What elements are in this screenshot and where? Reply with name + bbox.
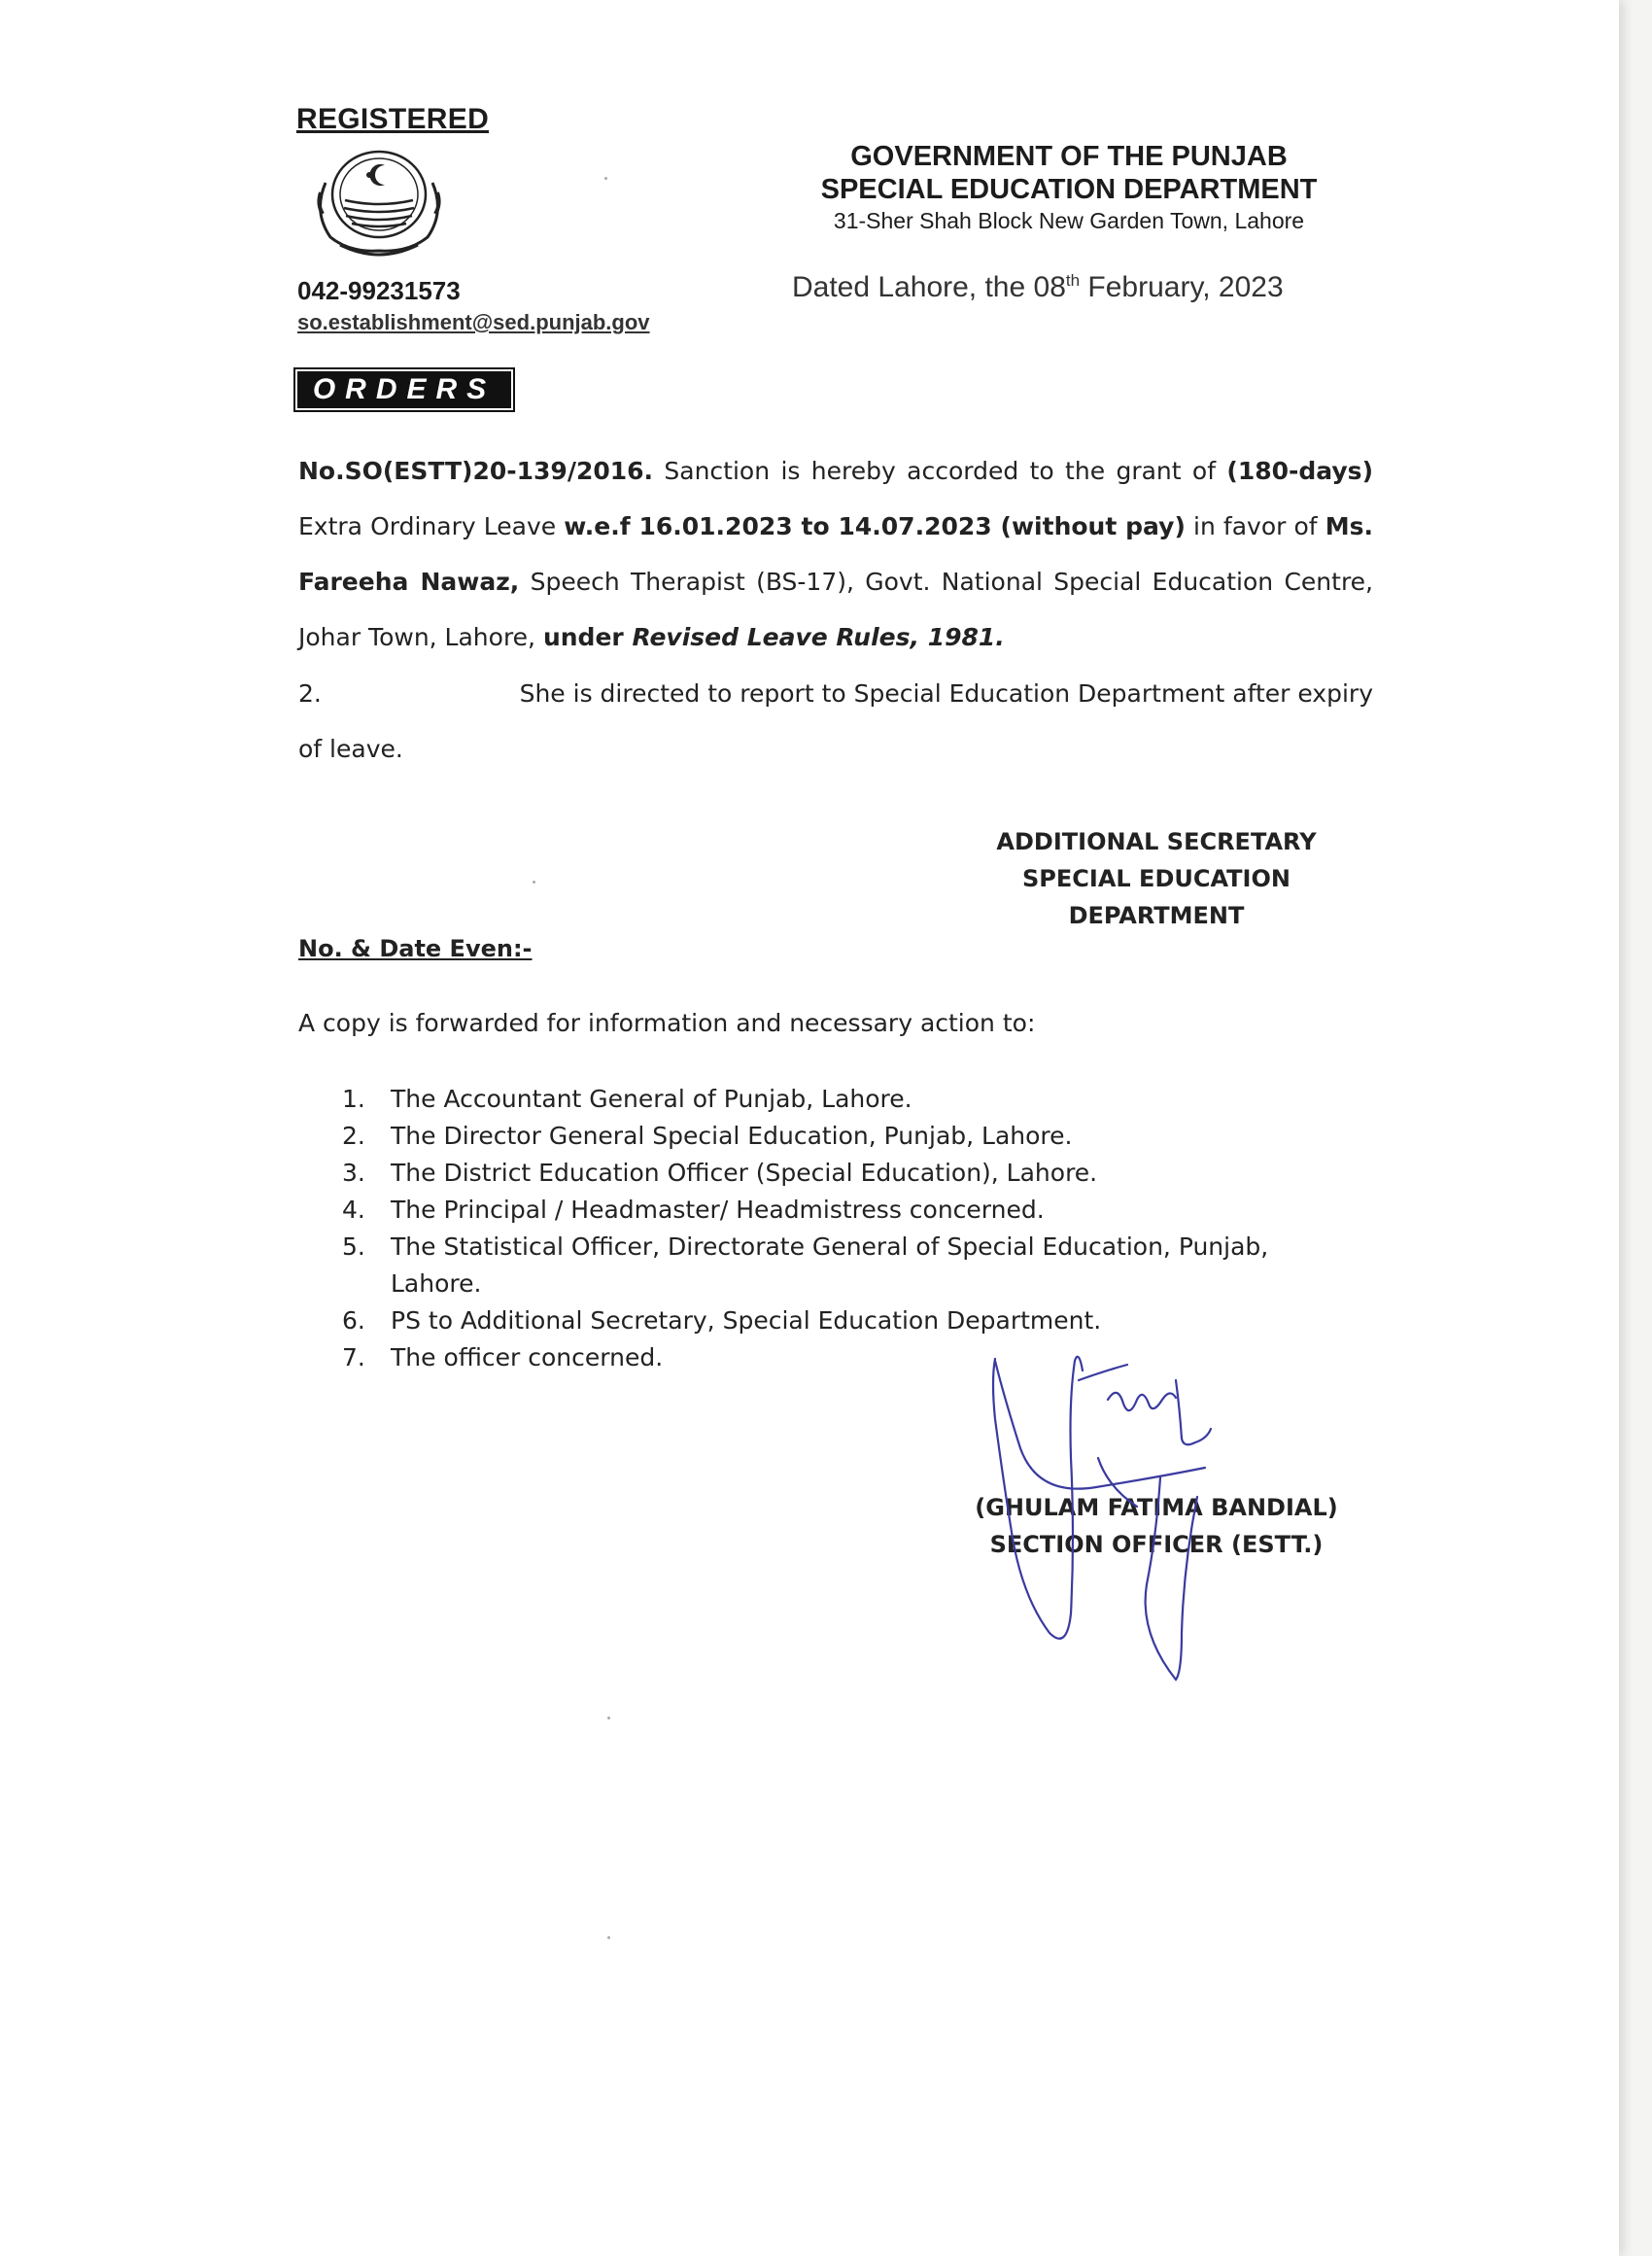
employee-name: Ms. Fareeha Nawaz, <box>298 512 1373 596</box>
recipients-list <box>342 1081 1314 1376</box>
signatory-2-name: (GHULAM FATIMA BANDIAL) <box>975 1494 1338 1521</box>
paragraph-2-line-1: She is directed to report to Special Education Department after expiry <box>519 679 1373 708</box>
list-item: 1. The Accountant General of Punjab, Lahore. <box>342 1085 912 1113</box>
leave-period: w.e.f 16.01.2023 to 14.07.2023 (without pay) <box>564 512 1186 540</box>
letterhead <box>758 140 1380 235</box>
list-item: Lahore. <box>391 1269 482 1298</box>
speck <box>607 1936 610 1939</box>
dated-ordinal: th <box>1065 271 1081 290</box>
handwritten-signature <box>981 1341 1234 1691</box>
email-address: so.establishment@sed.punjab.gov <box>297 310 650 334</box>
copy-intro: A copy is forwarded for information and necessary action to: <box>298 1009 1036 1037</box>
order-number: No.SO(ESTT)20-139/2016. <box>298 457 654 485</box>
signatory-1-line-1: ADDITIONAL SECRETARY <box>996 828 1317 855</box>
paragraph-2 <box>298 666 1373 777</box>
list-item: 5. The Statistical Officer, Directorate General of Special Education, Punjab, <box>342 1232 1269 1261</box>
list-item: 6. PS to Additional Secretary, Special Education Department. <box>342 1306 1102 1335</box>
leave-rules: Revised Leave Rules, 1981. <box>632 623 1005 651</box>
speck <box>604 177 607 180</box>
dated-suffix: February, 2023 <box>1080 271 1284 303</box>
department-title: SPECIAL EDUCATION DEPARTMENT <box>820 174 1318 205</box>
order-text-2: Extra Ordinary Leave <box>298 512 565 540</box>
order-text-1: Sanction is hereby accorded to the grant of <box>653 457 1227 485</box>
no-date-even: No. & Date Even:- <box>298 935 533 962</box>
dated-line <box>792 271 1284 304</box>
list-item: 2. The Director General Special Education, Punjab, Lahore. <box>342 1122 1073 1150</box>
speck <box>533 881 535 884</box>
list-item: 3. The District Education Officer (Special Education), Lahore. <box>342 1159 1098 1187</box>
dated-prefix: Dated Lahore, the 08 <box>792 271 1066 303</box>
list-item: 4. The Principal / Headmaster/ Headmistress concerned. <box>342 1196 1045 1224</box>
punjab-emblem-icon <box>301 144 457 260</box>
additional-secretary-block <box>962 823 1351 934</box>
government-title: GOVERNMENT OF THE PUNJAB <box>850 141 1288 172</box>
order-paragraph <box>298 443 1373 665</box>
signatory-1-line-2: SPECIAL EDUCATION <box>1022 865 1291 892</box>
phone-number: 042-99231573 <box>297 276 461 305</box>
registered-label: REGISTERED <box>296 103 490 135</box>
under-text: under <box>542 623 633 651</box>
list-item: 7. The officer concerned. <box>342 1343 664 1371</box>
paragraph-2-line-2: of leave. <box>298 735 403 763</box>
signatory-1-line-3: DEPARTMENT <box>1068 902 1245 929</box>
department-address: 31-Sher Shah Block New Garden Town, Lahore <box>833 208 1305 233</box>
orders-heading: ORDERS <box>297 371 511 408</box>
speck <box>607 1717 610 1719</box>
order-text-3: in favor of <box>1185 512 1325 540</box>
paragraph-2-number: 2. <box>298 679 322 708</box>
signatory-2-title: SECTION OFFICER (ESTT.) <box>989 1531 1324 1558</box>
leave-days: (180-days) <box>1226 457 1373 485</box>
order-text-4: Speech Therapist (BS-17), Govt. National Special Education Centre, Johar Town, Lahore, <box>298 568 1374 651</box>
